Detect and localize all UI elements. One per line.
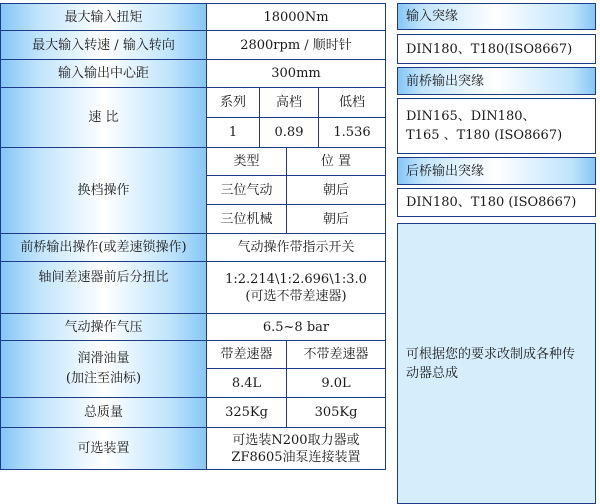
shift-type-pneumatic: 三位气动 (207, 176, 287, 205)
rear-axle-flange-title: 后桥输出突缘 (397, 157, 596, 185)
speed-ratio-value-series: 1 (207, 118, 260, 148)
flange-panel (397, 3, 596, 504)
value-max-input-torque: 18000Nm (207, 4, 386, 31)
speed-ratio-value-high: 0.89 (260, 118, 319, 148)
row-total-mass (1, 398, 386, 428)
lube-value-with-diff: 8.4L (207, 369, 287, 398)
value-front-axle-output: 气动操作带指示开关 (207, 234, 386, 262)
custom-note: 可根据您的要求改制成各种传动器总成 (397, 223, 596, 504)
label-total-mass: 总质量 (1, 398, 207, 428)
label-front-axle-output: 前桥输出操作(或差速锁操作) (1, 234, 207, 262)
row-air-pressure (1, 314, 386, 341)
row-lube-headers (1, 341, 386, 369)
value-interaxle-diff: 1:2.214\1:2.696\1:3.0 (可选不带差速器) (207, 262, 386, 314)
label-lube-oil: 润滑油量 (加注至油标) (1, 341, 207, 398)
front-axle-flange-title: 前桥输出突缘 (397, 67, 596, 95)
label-options: 可选装置 (1, 428, 207, 470)
lube-header-with-diff: 带差速器 (207, 341, 287, 369)
row-front-axle-output (1, 234, 386, 262)
lube-header-without-diff: 不带差速器 (287, 341, 386, 369)
row-max-input-speed (1, 31, 386, 60)
lube-value-without-diff: 9.0L (287, 369, 386, 398)
speed-ratio-header-low: 低档 (319, 88, 386, 118)
input-flange-value: DIN180、T180(ISO8667) (397, 34, 596, 64)
row-interaxle-diff (1, 262, 386, 314)
value-max-input-speed: 2800rpm / 顺时针 (207, 31, 386, 60)
shift-header-position: 位 置 (287, 148, 386, 176)
row-speed-ratio-headers (1, 88, 386, 118)
total-mass-with-diff: 325Kg (207, 398, 287, 428)
value-air-pressure: 6.5~8 bar (207, 314, 386, 341)
label-max-input-torque: 最大输入扭矩 (1, 4, 207, 31)
speed-ratio-header-high: 高档 (260, 88, 319, 118)
row-center-distance (1, 60, 386, 88)
total-mass-without-diff: 305Kg (287, 398, 386, 428)
speed-ratio-header-series: 系列 (207, 88, 260, 118)
value-center-distance: 300mm (207, 60, 386, 88)
label-center-distance: 输入输出中心距 (1, 60, 207, 88)
label-air-pressure: 气动操作气压 (1, 314, 207, 341)
row-shift-headers (1, 148, 386, 176)
shift-type-mechanical: 三位机械 (207, 205, 287, 234)
speed-ratio-value-low: 1.536 (319, 118, 386, 148)
shift-position-mechanical: 朝后 (287, 205, 386, 234)
label-speed-ratio: 速 比 (1, 88, 207, 148)
spec-table (0, 3, 386, 470)
label-max-input-speed: 最大输入转速 / 输入转向 (1, 31, 207, 60)
input-flange-title: 输入突缘 (397, 3, 596, 30)
row-options (1, 428, 386, 470)
label-interaxle-diff: 轴间差速器前后分扭比 (1, 262, 207, 314)
shift-position-pneumatic: 朝后 (287, 176, 386, 205)
label-shift-operation: 换档操作 (1, 148, 207, 234)
shift-header-type: 类型 (207, 148, 287, 176)
row-max-input-torque (1, 4, 386, 31)
value-options: 可选装N200取力器或 ZF8605油泵连接装置 (207, 428, 386, 470)
rear-axle-flange-value: DIN180、T180 (ISO8667) (397, 188, 596, 217)
front-axle-flange-value: DIN165、DIN180、 T165 、T180 (ISO8667) (397, 98, 596, 154)
